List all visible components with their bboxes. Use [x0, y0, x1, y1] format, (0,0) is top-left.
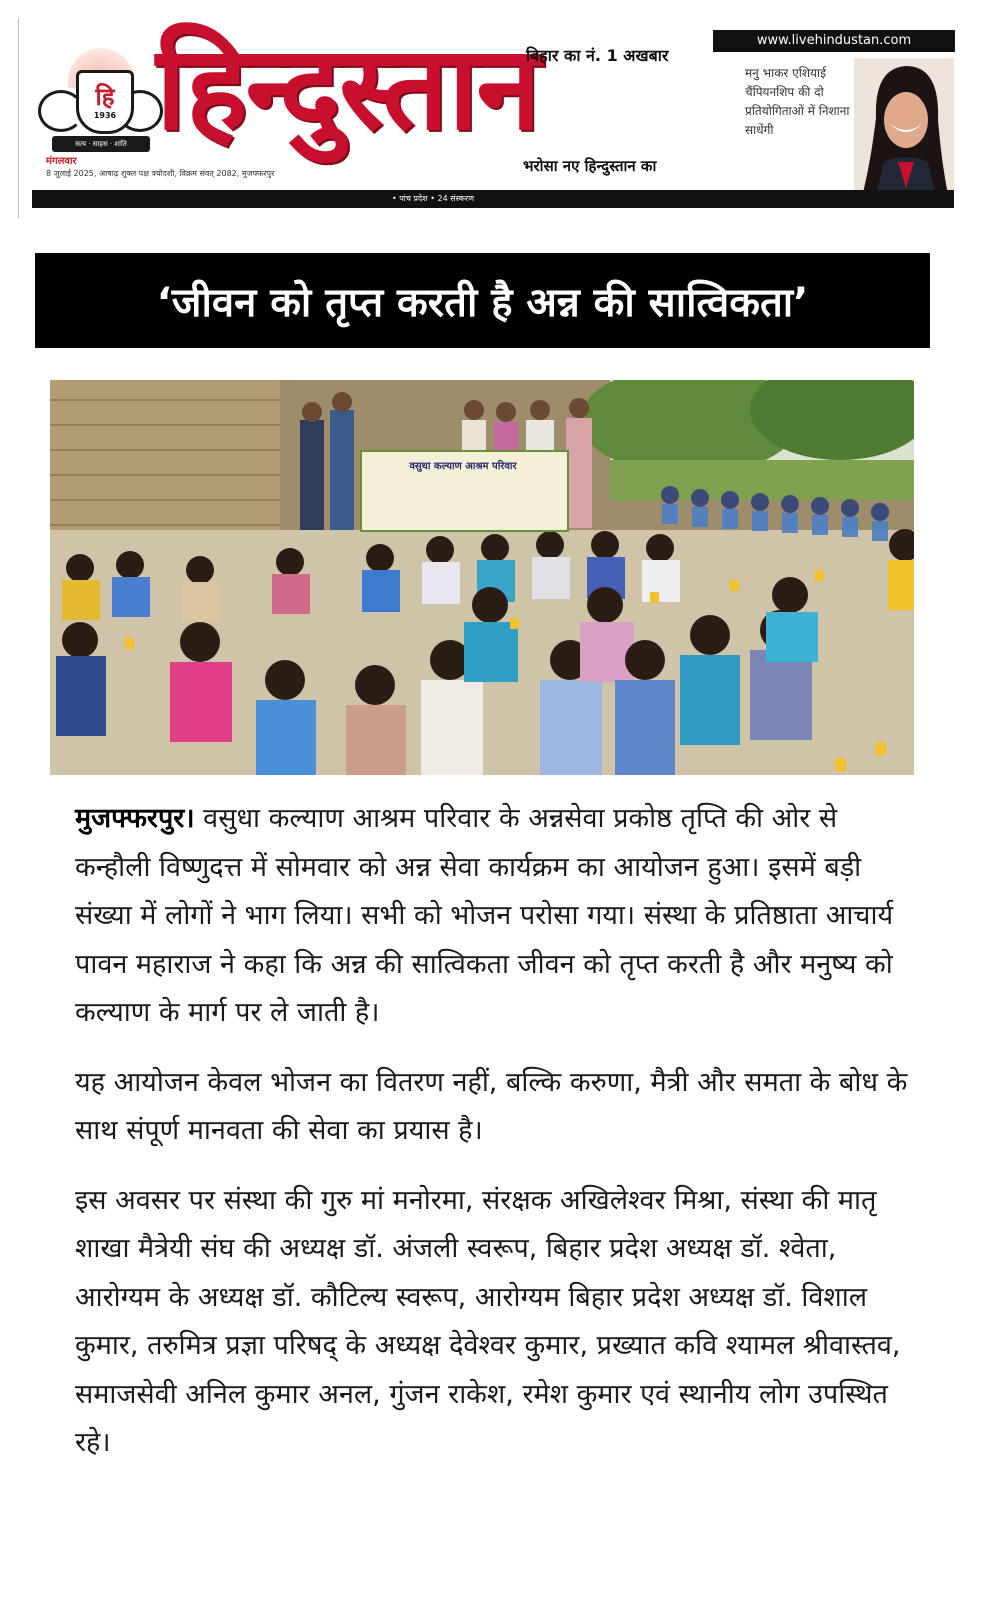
article-paragraph-3: इस अवसर पर संस्था की गुरु मां मनोरमा, संरक्षक अखिलेश्वर मिश्रा, संस्था की मातृ शाखा मैत्रेयी संघ की अध्यक्ष डॉ. अंजली स्वरूप, बिहार प्रदेश अध्यक्ष डॉ. श्वेता, आरोग्यम के अध्यक्ष डॉ. कौटिल्य स्वरूप, आरोग्यम बिहार प्रदेश अध्यक्ष डॉ. विशाल कुमार, तरुमित्र प्रज्ञा परिषद् के अध्यक्ष देवेश्वर कुमार, प्रख्यात कवि श्यामल श्रीवास्तव, समाजसेवी अनिल कुमार अनल, गुंजन राकेश, रमेश कुमार एवं स्थानीय लोग उपस्थित रहे। — [75, 1184, 901, 1458]
article-paragraph-1 — [75, 795, 915, 1038]
editions-note: • पांच प्रदेश • 24 संस्करण — [392, 194, 474, 203]
newspaper-logo-emblem — [38, 48, 163, 168]
promo-portrait — [854, 58, 954, 204]
newspaper-name: हिन्दुस्तान — [156, 20, 539, 156]
promo-photo — [854, 58, 954, 204]
paragraph-1-text: वसुधा कल्याण आश्रम परिवार के अन्नसेवा प्रकोष्ठ तृप्ति की ओर से कन्हौली विष्णुदत्त में सोमवार को अन्न सेवा कार्यक्रम का आयोजन हुआ। इसमें बड़ी संख्या में लोगों ने भाग लिया। सभी को भोजन परोसा गया। संस्था के प्रतिष्ठाता आचार्य पावन महाराज ने कहा कि अन्न की सात्विकता जीवन को तृप्त करती है और मनुष्य को कल्याण के मार्ग पर ले जाती है। — [75, 803, 894, 1028]
rank-claim: बिहार का नं. 1 अखबार — [526, 46, 669, 65]
promo-text: मनु भाकर एशियाई चैंपियनशिप की दो प्रतियोगिताओं में निशाना साधेंगी — [745, 66, 850, 137]
logo-glyph: हि — [95, 81, 115, 111]
article-body — [75, 795, 915, 1468]
masthead — [18, 18, 958, 218]
event-banner — [360, 450, 569, 532]
masthead-divider — [18, 18, 19, 218]
issue-date: 8 जुलाई 2025, आषाढ़ शुक्ल पक्ष त्रयोदशी, विक्रम संवत् 2082, मुजफ्फरपुर — [46, 169, 275, 178]
event-photo-illustration — [50, 380, 914, 775]
masthead-footer-bar — [32, 190, 954, 208]
article-photo — [50, 380, 914, 775]
website-url: www.livehindustan.com — [713, 30, 955, 52]
event-banner-text: वसुधा कल्याण आश्रम परिवार — [409, 461, 517, 472]
newspaper-tagline: भरोसा नए हिन्दुस्तान का — [523, 157, 657, 175]
logo-badge — [76, 70, 134, 134]
issue-day: मंगलवार — [46, 156, 77, 167]
article-paragraph-2: यह आयोजन केवल भोजन का वितरण नहीं, बल्कि करुणा, मैत्री और समता के बोध के साथ संपूर्ण मानवता की सेवा का प्रयास है। — [75, 1066, 908, 1146]
article-dateline: मुजफ्फरपुर। — [75, 803, 195, 834]
logo-motto: सत्य · साहस · शांति — [52, 136, 150, 152]
logo-year: 1936 — [93, 110, 117, 120]
article-headline: ‘जीवन को तृप्त करती है अन्न की सात्विकता’ — [35, 253, 930, 348]
